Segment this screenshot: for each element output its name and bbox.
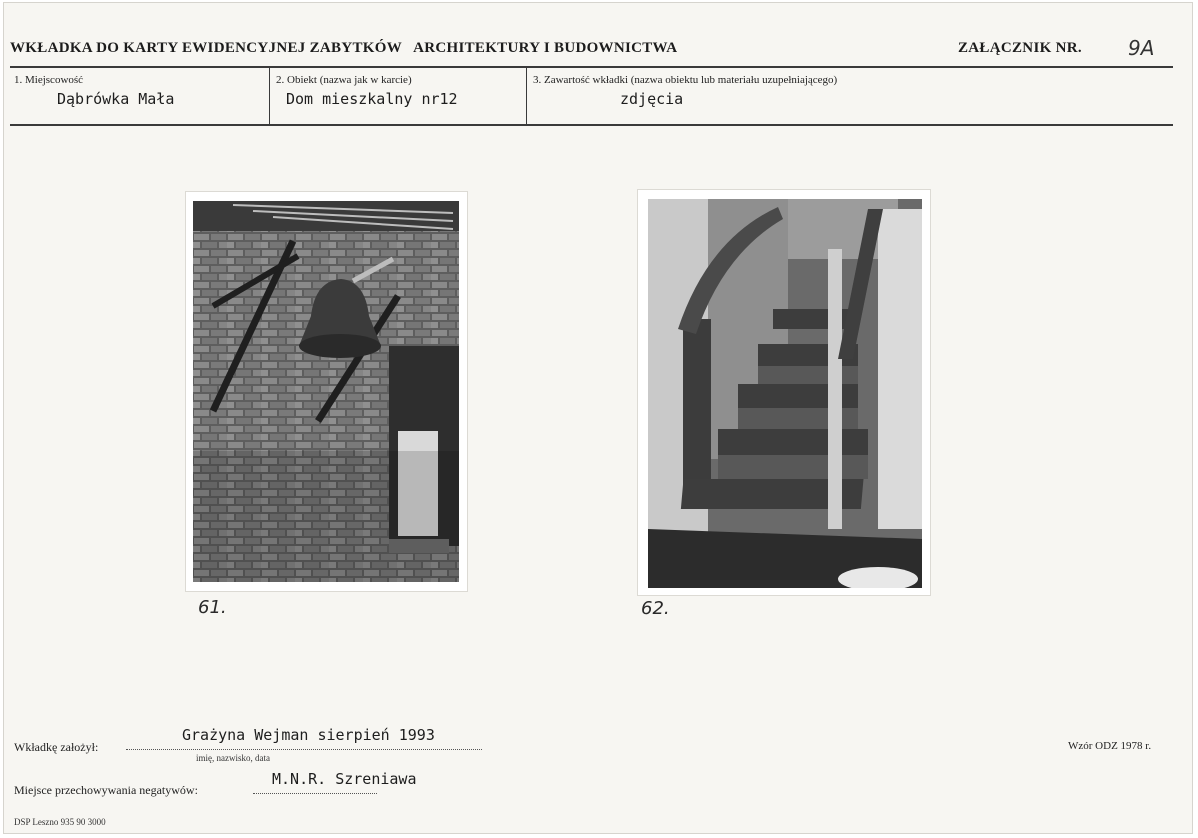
wooden-staircase-photo: [648, 199, 922, 588]
photo-number-62: 62.: [641, 598, 670, 619]
founder-dotted-line: [126, 749, 482, 750]
negatives-label: Miejsce przechowywania negatywów:: [14, 783, 198, 797]
object-label: 2. Obiekt (nazwa jak w karcie): [276, 74, 412, 86]
bell-on-brick-wall-photo: [193, 201, 459, 582]
founder-label: Wkładkę założył:: [14, 740, 99, 754]
contents-label: 3. Zawartość wkładki (nazwa obiektu lub materiału uzupełniającego): [533, 74, 838, 86]
negatives-dotted-line: [253, 793, 377, 794]
fields-bottom-rule: [10, 124, 1173, 126]
header-rule: [10, 66, 1173, 68]
founder-hint: imię, nazwisko, data: [196, 753, 270, 763]
object-value: Dom mieszkalny nr12: [286, 90, 458, 108]
founder-value: Grażyna Wejman sierpień 1993: [182, 726, 435, 744]
locality-value: Dąbrówka Mała: [57, 90, 175, 108]
annex-number: 9A: [1128, 36, 1155, 60]
photo-number-61: 61.: [198, 597, 227, 618]
form-model: Wzór ODZ 1978 r.: [1068, 740, 1152, 752]
negatives-value: M.N.R. Szreniawa: [272, 770, 417, 788]
annex-label: ZAŁĄCZNIK NR.: [958, 40, 1082, 56]
locality-label: 1. Miejscowość: [14, 74, 84, 86]
field-divider-2: [526, 68, 527, 124]
form-title: WKŁADKA DO KARTY EWIDENCYJNEJ ZABYTKÓW ARCHITEKTURY I BUDOWNICTWA: [10, 40, 678, 56]
printer-info: DSP Leszno 935 90 3000: [14, 817, 106, 827]
contents-value: zdjęcia: [620, 90, 684, 108]
record-sheet: [3, 2, 1193, 834]
field-divider-1: [269, 68, 270, 124]
